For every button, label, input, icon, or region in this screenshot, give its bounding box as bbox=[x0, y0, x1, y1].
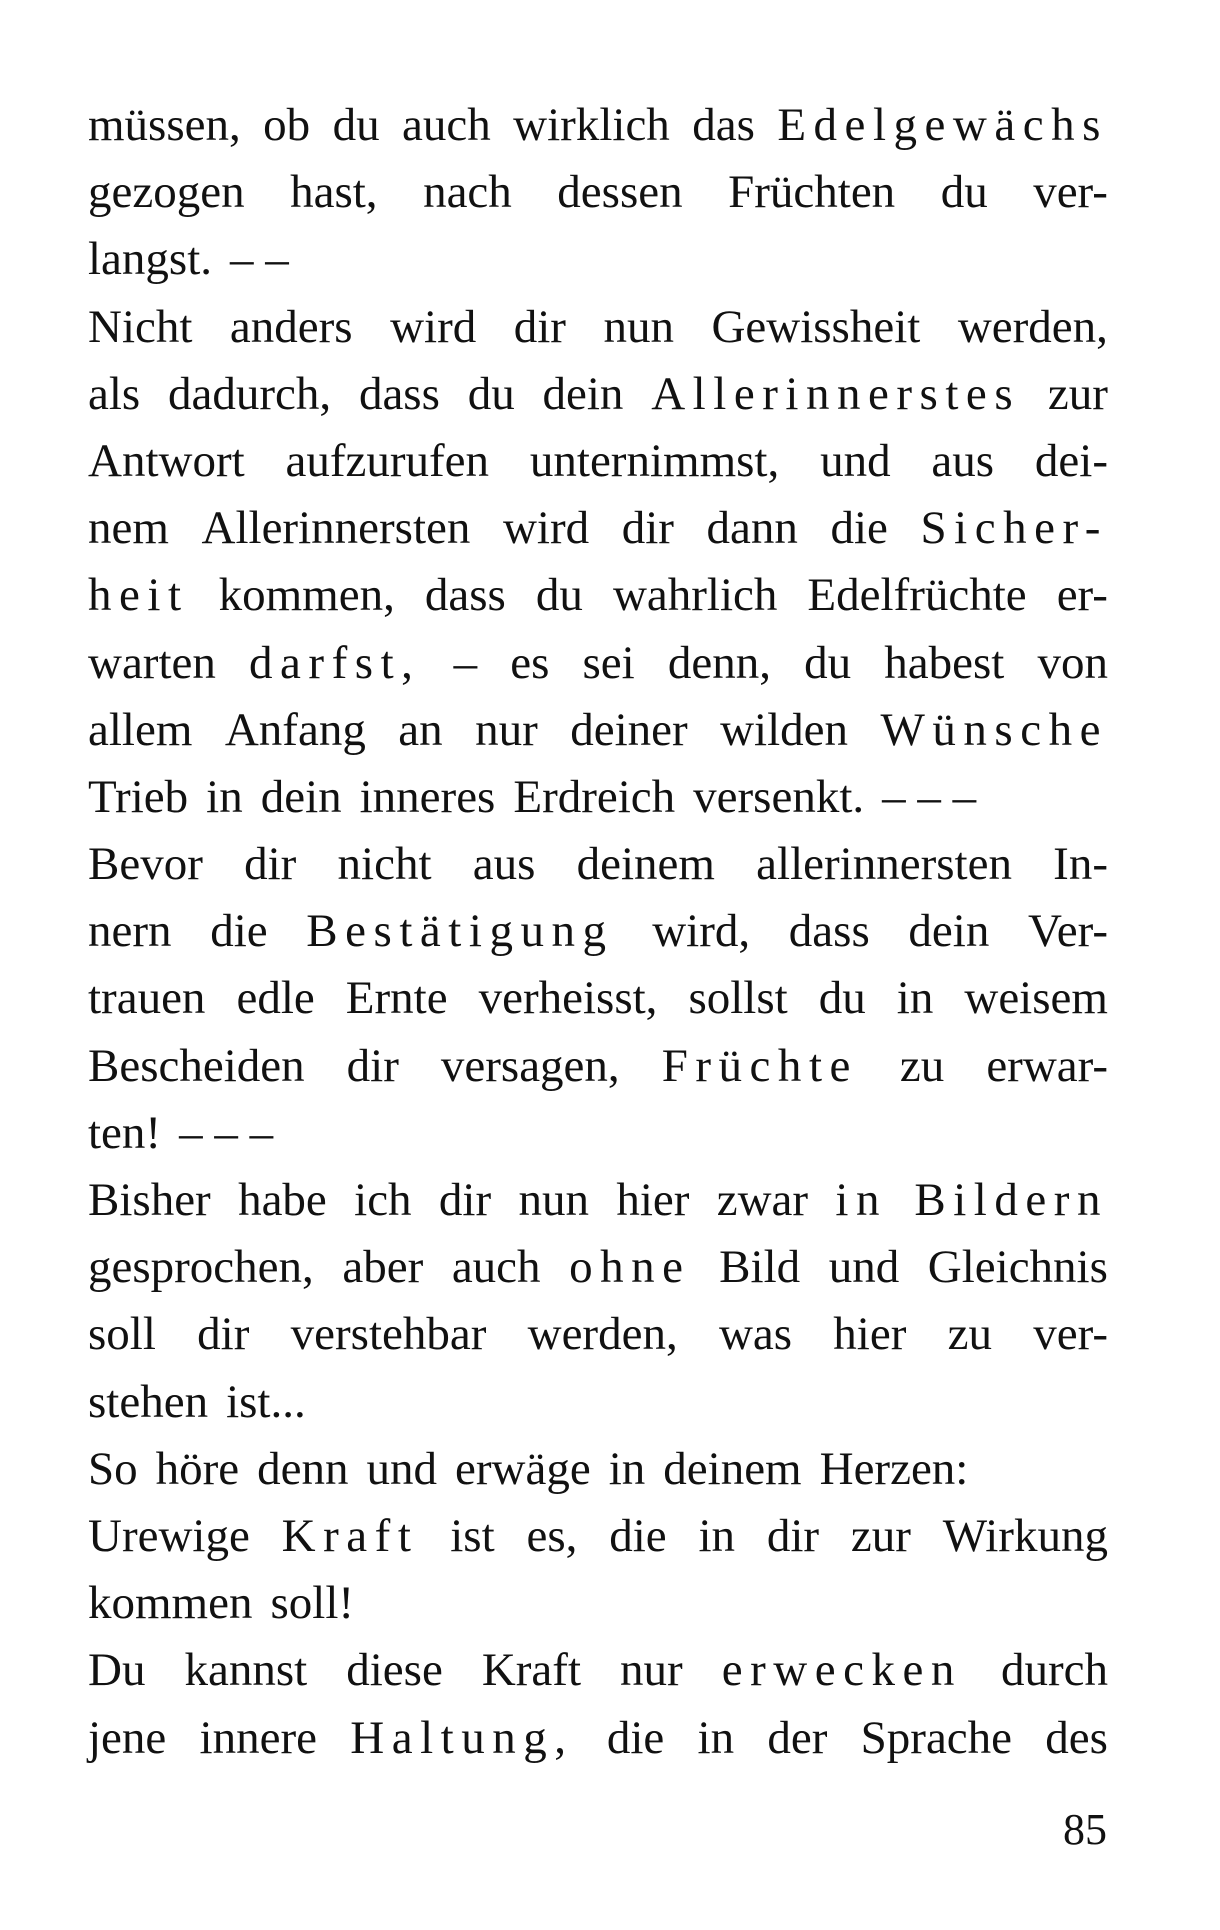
body-text bbox=[88, 92, 1108, 1772]
text-line bbox=[88, 1436, 1108, 1503]
word: du bbox=[818, 972, 866, 1025]
word: durch bbox=[1000, 1644, 1108, 1697]
word: Bild bbox=[719, 1241, 801, 1294]
word: dei- bbox=[1034, 434, 1108, 487]
word: soll bbox=[88, 1308, 156, 1361]
emphasized-word: Allerinnerstes bbox=[651, 367, 1021, 420]
emphasized-word: heit bbox=[88, 569, 189, 622]
word: sei bbox=[582, 636, 635, 689]
word: weisem bbox=[964, 972, 1108, 1025]
word: warten bbox=[88, 636, 216, 689]
word: erwäge bbox=[455, 1442, 591, 1495]
word: des bbox=[1045, 1711, 1108, 1764]
text-line bbox=[88, 1570, 1108, 1637]
word: Bescheiden bbox=[88, 1039, 305, 1092]
word: Bisher bbox=[88, 1174, 211, 1226]
emphasized-word: Wünsche bbox=[880, 703, 1108, 756]
word: es bbox=[510, 636, 550, 689]
word: werden, bbox=[527, 1308, 678, 1361]
word: – – bbox=[230, 233, 289, 286]
word: Gleichnis bbox=[927, 1241, 1108, 1294]
word: zu bbox=[947, 1308, 992, 1361]
word: in bbox=[698, 1509, 736, 1562]
word: edle bbox=[236, 972, 315, 1025]
emphasized-word: Bildern bbox=[914, 1174, 1108, 1226]
word: Kraft bbox=[481, 1644, 582, 1697]
word: innere bbox=[199, 1711, 317, 1764]
word: aus bbox=[472, 838, 536, 891]
word: zwar bbox=[716, 1174, 809, 1226]
word: versagen, bbox=[440, 1039, 620, 1092]
word: ob bbox=[263, 99, 311, 151]
word: auch bbox=[402, 99, 491, 151]
text-line bbox=[88, 764, 1108, 831]
text-line bbox=[88, 361, 1108, 428]
word: wird, bbox=[652, 905, 751, 958]
word: ist bbox=[450, 1509, 495, 1562]
text-line bbox=[88, 1301, 1108, 1368]
word: dir bbox=[766, 1509, 820, 1562]
text-line bbox=[88, 495, 1108, 562]
word: Du bbox=[88, 1644, 146, 1697]
word: allerinnersten bbox=[756, 838, 1012, 891]
word: Wirkung bbox=[942, 1509, 1108, 1562]
word: dir bbox=[513, 300, 566, 353]
word: gezogen bbox=[88, 166, 245, 219]
page-number: 85 bbox=[1063, 1805, 1107, 1854]
word: gesprochen, bbox=[88, 1241, 314, 1294]
emphasized-word: erwecken bbox=[721, 1644, 962, 1697]
word: wirklich bbox=[513, 99, 670, 151]
word: als bbox=[88, 367, 141, 420]
word: Nicht bbox=[88, 300, 193, 353]
text-line bbox=[88, 1705, 1108, 1772]
word: nicht bbox=[337, 838, 432, 891]
word: allem bbox=[88, 703, 193, 756]
word: Edelfrüchte bbox=[807, 569, 1027, 622]
word: nun bbox=[603, 300, 674, 353]
word: in bbox=[206, 770, 243, 823]
text-line bbox=[88, 1369, 1108, 1436]
emphasized-word: in bbox=[835, 1174, 888, 1226]
word: habe bbox=[238, 1174, 327, 1226]
word: soll! bbox=[270, 1577, 355, 1630]
word: ist... bbox=[226, 1375, 306, 1428]
word: dass bbox=[788, 905, 870, 958]
emphasized-word: darfst, bbox=[249, 636, 421, 689]
word: und bbox=[820, 434, 891, 487]
word: Ernte bbox=[345, 972, 448, 1025]
word: und bbox=[366, 1442, 438, 1495]
word: Anfang bbox=[224, 703, 366, 756]
word: wilden bbox=[720, 703, 849, 756]
text-line bbox=[88, 1167, 1108, 1234]
word: er- bbox=[1056, 569, 1108, 622]
word: erwar- bbox=[986, 1039, 1108, 1092]
word: – – – bbox=[882, 770, 977, 823]
word: verheisst, bbox=[478, 972, 658, 1025]
word: die bbox=[830, 502, 888, 555]
word: in bbox=[896, 972, 934, 1025]
word: die bbox=[609, 1509, 667, 1562]
word: dir bbox=[621, 502, 674, 555]
word: werden, bbox=[957, 300, 1108, 353]
word: aber bbox=[342, 1241, 424, 1294]
word: an bbox=[398, 703, 443, 756]
word: aufzurufen bbox=[285, 434, 490, 487]
word: In- bbox=[1053, 838, 1108, 891]
word: Ver- bbox=[1028, 905, 1108, 958]
word: diese bbox=[346, 1644, 443, 1697]
word: sollst bbox=[688, 972, 788, 1025]
word: dir bbox=[438, 1174, 492, 1226]
emphasized-word: Edelgewächs bbox=[777, 99, 1108, 151]
word: die bbox=[210, 905, 268, 958]
word: in bbox=[697, 1711, 735, 1764]
word: du bbox=[467, 367, 515, 420]
word: So bbox=[88, 1442, 138, 1495]
word: inneres bbox=[359, 770, 496, 823]
text-line bbox=[88, 1234, 1108, 1301]
emphasized-word: Haltung, bbox=[350, 1711, 574, 1764]
word: deinem bbox=[663, 1442, 802, 1495]
word: nun bbox=[518, 1174, 589, 1226]
word: dass bbox=[358, 367, 440, 420]
word: von bbox=[1037, 636, 1108, 689]
word: Antwort bbox=[88, 434, 245, 487]
word: in bbox=[608, 1442, 646, 1495]
word: zu bbox=[899, 1039, 945, 1092]
word: jene bbox=[88, 1711, 167, 1764]
word: deiner bbox=[570, 703, 688, 756]
word: kannst bbox=[184, 1644, 308, 1697]
word: dir bbox=[197, 1308, 250, 1361]
word: hier bbox=[833, 1308, 907, 1361]
word: du bbox=[804, 636, 852, 689]
word: der bbox=[767, 1711, 828, 1764]
text-line bbox=[88, 1503, 1108, 1570]
word: Sprache bbox=[860, 1711, 1013, 1764]
emphasized-word: Sicher- bbox=[920, 502, 1108, 555]
word: nach bbox=[423, 166, 512, 219]
emphasized-word: ohne bbox=[569, 1241, 691, 1294]
word: nur bbox=[620, 1644, 683, 1697]
word: dein bbox=[542, 367, 624, 420]
word: Früchten bbox=[728, 166, 896, 219]
word: stehen bbox=[88, 1375, 209, 1428]
word: dein bbox=[908, 905, 990, 958]
word: zur bbox=[1047, 367, 1108, 420]
word: trauen bbox=[88, 972, 206, 1025]
word: ich bbox=[354, 1174, 412, 1226]
word: dein bbox=[260, 770, 342, 823]
text-line bbox=[88, 1033, 1108, 1100]
text-line bbox=[88, 159, 1108, 226]
word: Urewige bbox=[88, 1509, 250, 1562]
word: müssen, bbox=[88, 99, 241, 151]
text-line bbox=[88, 428, 1108, 495]
word: es, bbox=[526, 1509, 578, 1562]
word: zur bbox=[850, 1509, 911, 1562]
word: aus bbox=[931, 434, 995, 487]
text-line bbox=[88, 1637, 1108, 1704]
text-line bbox=[88, 92, 1108, 159]
emphasized-word: Kraft bbox=[281, 1509, 419, 1562]
word: nur bbox=[475, 703, 538, 756]
word: dass bbox=[424, 569, 506, 622]
word: wird bbox=[390, 300, 477, 353]
word: dann bbox=[706, 502, 798, 555]
word: höre bbox=[155, 1442, 240, 1495]
word: anders bbox=[229, 300, 353, 353]
word: – bbox=[453, 636, 478, 689]
word: hier bbox=[616, 1174, 690, 1226]
text-line bbox=[88, 831, 1108, 898]
word: Herzen: bbox=[819, 1442, 969, 1495]
word: dir bbox=[346, 1039, 399, 1092]
word: nem bbox=[88, 502, 169, 555]
word: ver- bbox=[1033, 1308, 1108, 1361]
emphasized-word: Bestätigung bbox=[306, 905, 614, 958]
word: dessen bbox=[557, 166, 683, 219]
word: die bbox=[606, 1711, 665, 1764]
text-line bbox=[88, 697, 1108, 764]
word: Trieb bbox=[88, 770, 189, 823]
word: nern bbox=[88, 905, 172, 958]
word: ver- bbox=[1033, 166, 1108, 219]
word: das bbox=[692, 99, 755, 151]
word: langst. bbox=[88, 233, 213, 286]
word: wird bbox=[502, 502, 590, 555]
word: kommen, bbox=[218, 569, 395, 622]
word: auch bbox=[451, 1241, 541, 1294]
text-line bbox=[88, 1100, 1108, 1167]
word: ten! bbox=[88, 1106, 162, 1159]
word: was bbox=[718, 1308, 793, 1361]
word: denn, bbox=[667, 636, 771, 689]
word: kommen bbox=[88, 1577, 253, 1630]
word: und bbox=[828, 1241, 900, 1294]
word: deinem bbox=[576, 838, 715, 891]
text-line bbox=[88, 965, 1108, 1032]
word: Erdreich bbox=[513, 770, 676, 823]
text-line bbox=[88, 294, 1108, 361]
word: – – – bbox=[179, 1106, 274, 1159]
text-line bbox=[88, 226, 1108, 293]
word: du bbox=[940, 166, 988, 219]
word: verstehbar bbox=[290, 1308, 487, 1361]
word: dadurch, bbox=[168, 367, 332, 420]
word: dir bbox=[244, 838, 297, 891]
emphasized-word: Früchte bbox=[661, 1039, 858, 1092]
word: du bbox=[535, 569, 583, 622]
text-line bbox=[88, 898, 1108, 965]
word: versenkt. bbox=[693, 770, 865, 823]
word: du bbox=[332, 99, 380, 151]
text-line bbox=[88, 630, 1108, 697]
word: Gewissheit bbox=[711, 300, 921, 353]
word: habest bbox=[884, 636, 1005, 689]
word: wahrlich bbox=[612, 569, 778, 622]
word: unternimmst, bbox=[529, 434, 780, 487]
word: denn bbox=[257, 1442, 349, 1495]
word: Allerinnersten bbox=[201, 502, 471, 555]
word: hast, bbox=[290, 166, 378, 219]
text-line bbox=[88, 562, 1108, 629]
word: Bevor bbox=[88, 838, 203, 891]
